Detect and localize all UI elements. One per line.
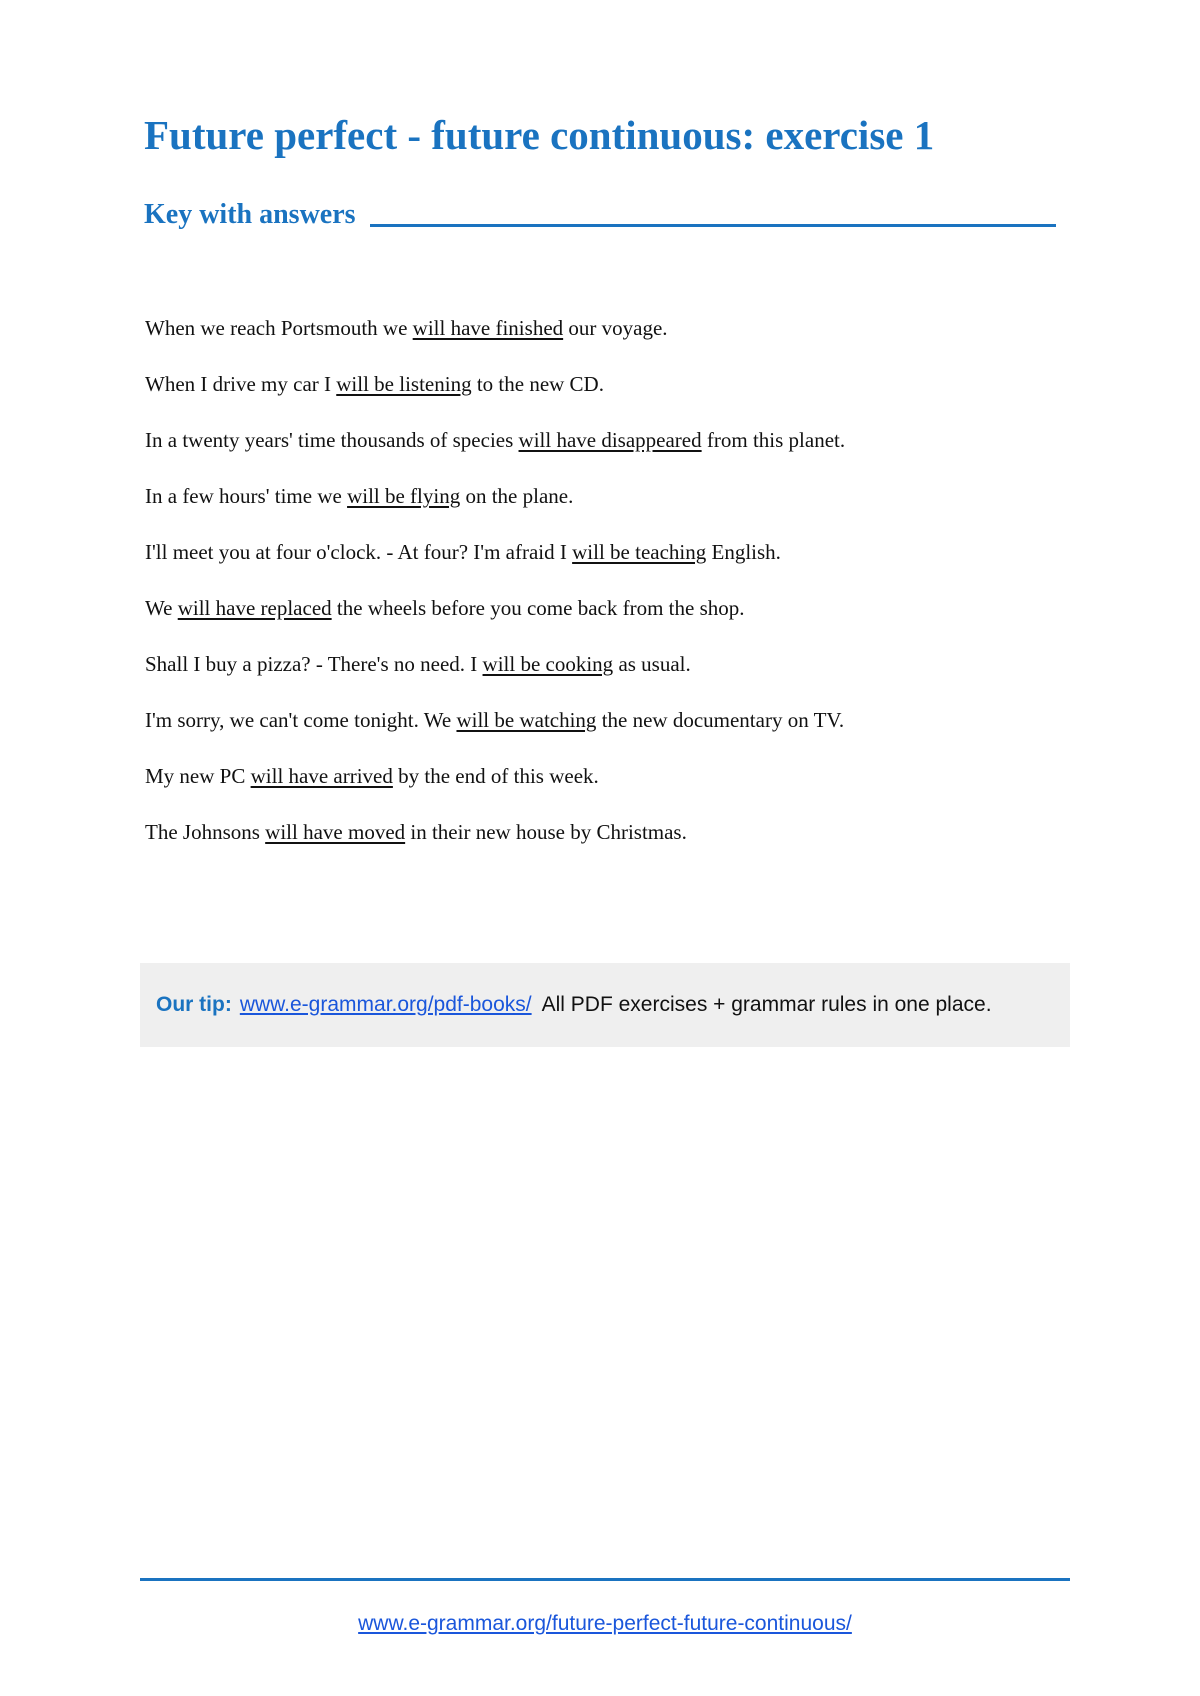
sentence-end: the wheels before you come back from the shop. bbox=[331, 596, 745, 620]
sentence-end: English. bbox=[706, 540, 781, 564]
answer-item-8 bbox=[145, 710, 845, 766]
sentence-start: Shall I buy a pizza? - There's no need. I bbox=[145, 652, 483, 676]
subtitle: Key with answers bbox=[144, 199, 356, 230]
answer-item-4 bbox=[145, 486, 845, 542]
answer-text: will have moved bbox=[265, 820, 406, 844]
tip-box bbox=[140, 963, 1070, 1047]
sentence-start: The Johnsons bbox=[145, 820, 266, 844]
subtitle-row bbox=[144, 200, 1056, 231]
answer-item-2 bbox=[145, 374, 845, 430]
answer-item-3 bbox=[145, 430, 845, 486]
tip-text: All PDF exercises + grammar rules in one place. bbox=[541, 993, 992, 1016]
answer-item-7 bbox=[145, 654, 845, 710]
footer-link[interactable]: www.e-grammar.org/future-perfect-future-continuous/ bbox=[358, 1612, 852, 1635]
sentence-start: In a few hours' time we bbox=[145, 484, 348, 508]
answer-text: will be watching bbox=[456, 708, 597, 732]
answer-text: will be flying bbox=[347, 484, 461, 508]
answer-item-1 bbox=[145, 318, 845, 374]
answer-list bbox=[145, 318, 845, 878]
sentence-start: When we reach Portsmouth we bbox=[145, 316, 413, 340]
sentence-end: as usual. bbox=[613, 652, 691, 676]
sentence-end: to the new CD. bbox=[471, 372, 604, 396]
page-title: Future perfect - future continuous: exercise 1 bbox=[144, 112, 935, 158]
sentence-start: We bbox=[145, 596, 178, 620]
tip-label: Our tip: bbox=[156, 993, 232, 1016]
answer-item-9 bbox=[145, 766, 845, 822]
answer-text: will have replaced bbox=[177, 596, 332, 620]
sentence-start: My new PC bbox=[145, 764, 251, 788]
answer-text: will have arrived bbox=[250, 764, 393, 788]
sentence-start: When I drive my car I bbox=[145, 372, 337, 396]
sentence-start: I'm sorry, we can't come tonight. We bbox=[145, 708, 457, 732]
tip-link[interactable]: www.e-grammar.org/pdf-books/ bbox=[239, 993, 532, 1016]
sentence-end: from this planet. bbox=[701, 428, 846, 452]
footer-rule bbox=[140, 1578, 1070, 1581]
sentence-end: by the end of this week. bbox=[392, 764, 599, 788]
sentence-start: I'll meet you at four o'clock. - At four? I'm afraid I bbox=[145, 540, 573, 564]
sentence-end: our voyage. bbox=[563, 316, 668, 340]
answer-item-5 bbox=[145, 542, 845, 598]
answer-text: will have disappeared bbox=[518, 428, 702, 452]
answer-text: will be teaching bbox=[572, 540, 707, 564]
sentence-start: In a twenty years' time thousands of species bbox=[145, 428, 519, 452]
answer-text: will be listening bbox=[336, 372, 472, 396]
sentence-end: the new documentary on TV. bbox=[596, 708, 845, 732]
answer-item-10 bbox=[145, 822, 845, 878]
answer-item-6 bbox=[145, 598, 845, 654]
subtitle-rule bbox=[370, 224, 1056, 227]
answer-text: will be cooking bbox=[482, 652, 614, 676]
sentence-end: in their new house by Christmas. bbox=[405, 820, 687, 844]
answer-text: will have finished bbox=[412, 316, 564, 340]
sentence-end: on the plane. bbox=[460, 484, 574, 508]
